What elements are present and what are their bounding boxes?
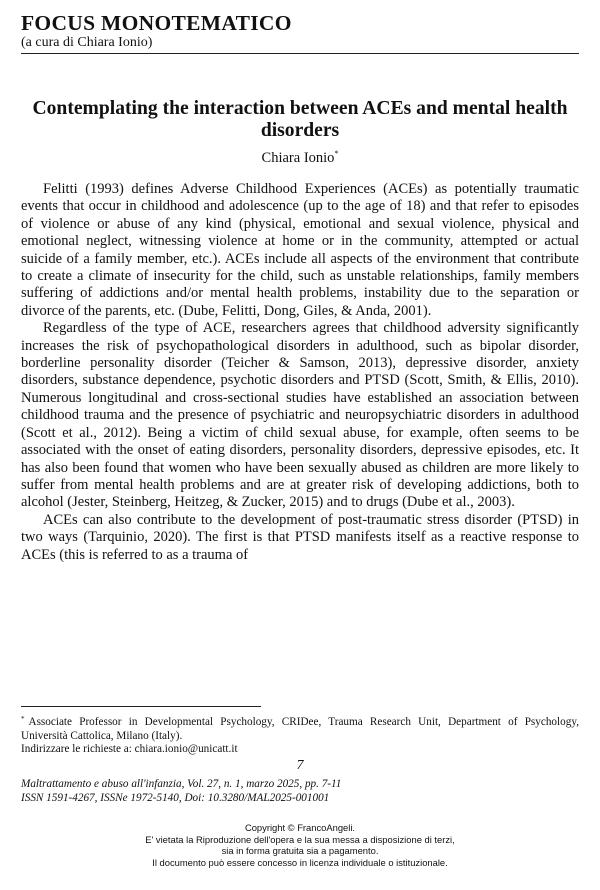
body-paragraph: Regardless of the type of ACE, researchers agrees that childhood adversity significantly increases the risk of psychopathological disorders in adulthood, such as bipolar disorder, borderline personality disorder (Teicher & Samson, 2013), depressive disorder, anxiety disorders, substance dependence, psychotic disorders and PTSD (Scott, Smith, & Ellis, 2010). Numerous longitudinal and cross-sectional studies have established an association between childhood trauma and the presence of psychiatric and neuropsychiatric disorders in adulthood (Scott et al., 2012). Being a victim of child sexual abuse, for example, often seems to be associated with the onset of eating disorders, personality disorders, depressive episodes, etc. It has also been found that women who have been sexually abused as children are more likely to suffer from mental health problems and are at greater risk of developing addictions, both to alcohol (Jester, Steinberg, Heitzeg, & Zucker, 2015) and to drugs (Dube et al., 2003). xyxy=(21,320,579,511)
author-footnote-marker: * xyxy=(334,149,339,158)
section-title: FOCUS MONOTEMATICO xyxy=(21,11,292,35)
journal-citation: Maltrattamento e abuso all'infanzia, Vol. 27, n. 1, marzo 2025, pp. 7-11 xyxy=(21,778,342,790)
body-paragraph: Felitti (1993) defines Adverse Childhood Experiences (ACEs) as potentially traumatic events that occur in childhood and adolescence (up to the age of 18) and that refer to episodes of violence or abuse of any kind (physical, emotional and sexual violence, physical and emotional neglect, witnessing violence at home or in the community, attempted or actual suicide of a family member, etc.). ACEs include all aspects of the environment that contribute to create a climate of insecurity for the child, such as unstable relationships, family members suffering of addictions and/or mental health problems, instability due to the separation or divorce of the parents, etc. (Dube, Felitti, Dong, Giles, & Anda, 2001). xyxy=(21,181,579,319)
journal-info xyxy=(21,777,579,805)
article-author xyxy=(0,145,600,167)
author-name: Chiara Ionio xyxy=(261,150,335,166)
section-header xyxy=(21,12,579,54)
copyright-line: Il documento può essere concesso in licenza individuale o istituzionale. xyxy=(152,856,448,868)
footnote-contact: Indirizzare le richieste a: chiara.ionio@unicatt.it xyxy=(21,743,238,755)
copyright-line: sia in forma gratuita sia a pagamento. xyxy=(221,845,379,857)
footnote-affiliation-text: Associate Professor in Developmental Psychology, CRIDee, Trauma Research Unit, Department of Psychology, Università Cattolica, Milano (Italy). xyxy=(21,716,579,742)
footnote-marker: * xyxy=(21,715,25,723)
footnote-affiliation xyxy=(21,713,579,743)
copyright-line: E' vietata la Riproduzione dell'opera e la sua messa a disposizione di terzi, xyxy=(145,833,455,845)
article-body xyxy=(21,181,579,564)
footnote-divider xyxy=(21,706,261,707)
copyright-line: Copyright © FrancoAngeli. xyxy=(244,822,356,833)
journal-ids: ISSN 1591-4267, ISSNe 1972-5140, Doi: 10.3280/MAL2025-001001 xyxy=(21,792,330,804)
copyright-notice xyxy=(0,822,600,868)
body-paragraph: ACEs can also contribute to the development of post-traumatic stress disorder (PTSD) in two ways (Tarquinio, 2020). The first is that PTSD manifests itself as a reactive response to ACEs (this is referred to as a trauma of xyxy=(21,511,579,563)
section-subtitle: (a cura di Chiara Ionio) xyxy=(21,35,579,54)
page-number: 7 xyxy=(296,758,304,773)
footnote xyxy=(21,713,579,757)
article-title: Contemplating the interaction between ACEs and mental health disorders xyxy=(32,98,568,141)
